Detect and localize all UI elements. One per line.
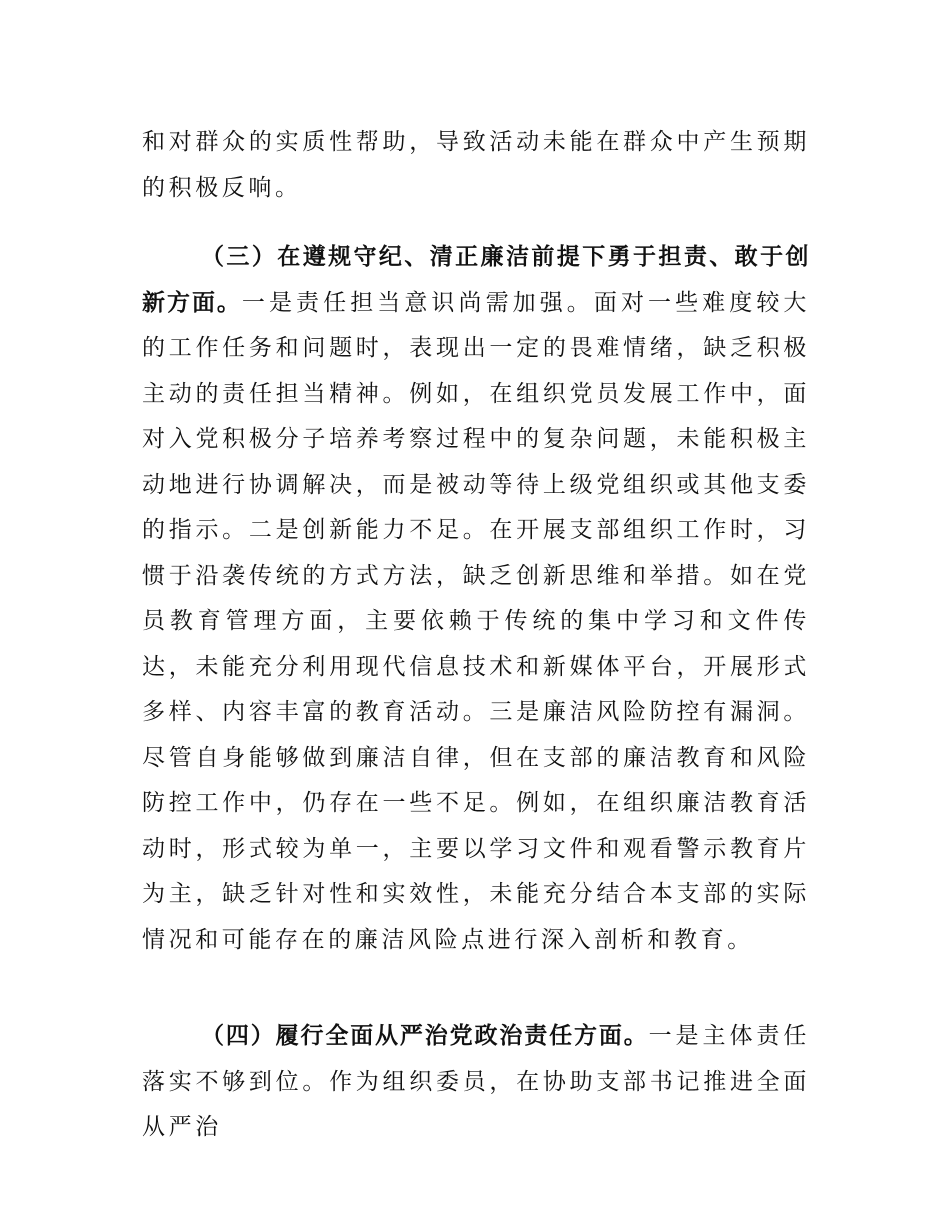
paragraph-section-three	[142, 235, 810, 963]
paragraph-body-text: 和对群众的实质性帮助，导致活动未能在群众中产生预期的积极反响。	[142, 129, 810, 201]
section-four-heading: （四）履行全面从严治党政治责任方面。	[201, 1023, 649, 1049]
section-three-body: 一是责任担当意识尚需加强。面对一些难度较大的工作任务和问题时，表现出一定的畏难情绪，缺乏积极主动的责任担当精神。例如，在组织党员发展工作中，面对入党积极分子培养考察过程中的复杂问题，未能积极主动地进行协调解决，而是被动等待上级党组织或其他支委的指示。二是创新能力不足。在开展支部组织工作时，习惯于沿袭传统的方式方法，缺乏创新思维和举措。如在党员教育管理方面，主要依赖于传统的集中学习和文件传达，未能充分利用现代信息技术和新媒体平台，开展形式多样、内容丰富的教育活动。三是廉洁风险防控有漏洞。尽管自身能够做到廉洁自律，但在支部的廉洁教育和风险防控工作中，仍存在一些不足。例如，在组织廉洁教育活动时，形式较为单一，主要以学习文件和观看警示教育片为主，缺乏针对性和实效性，未能充分结合本支部的实际情况和可能存在的廉洁风险点进行深入剖析和教育。	[142, 289, 810, 953]
paragraph-section-four	[142, 1014, 810, 1151]
section-three-heading: （三）在遵规守纪、清正廉洁前提下勇于担责、敢于创新方面。	[142, 244, 810, 316]
section-four-body: 一是主体责任落实不够到位。作为组织委员，在协助支部书记推进全面从严治	[142, 1023, 811, 1140]
paragraph-continuation	[142, 120, 810, 211]
